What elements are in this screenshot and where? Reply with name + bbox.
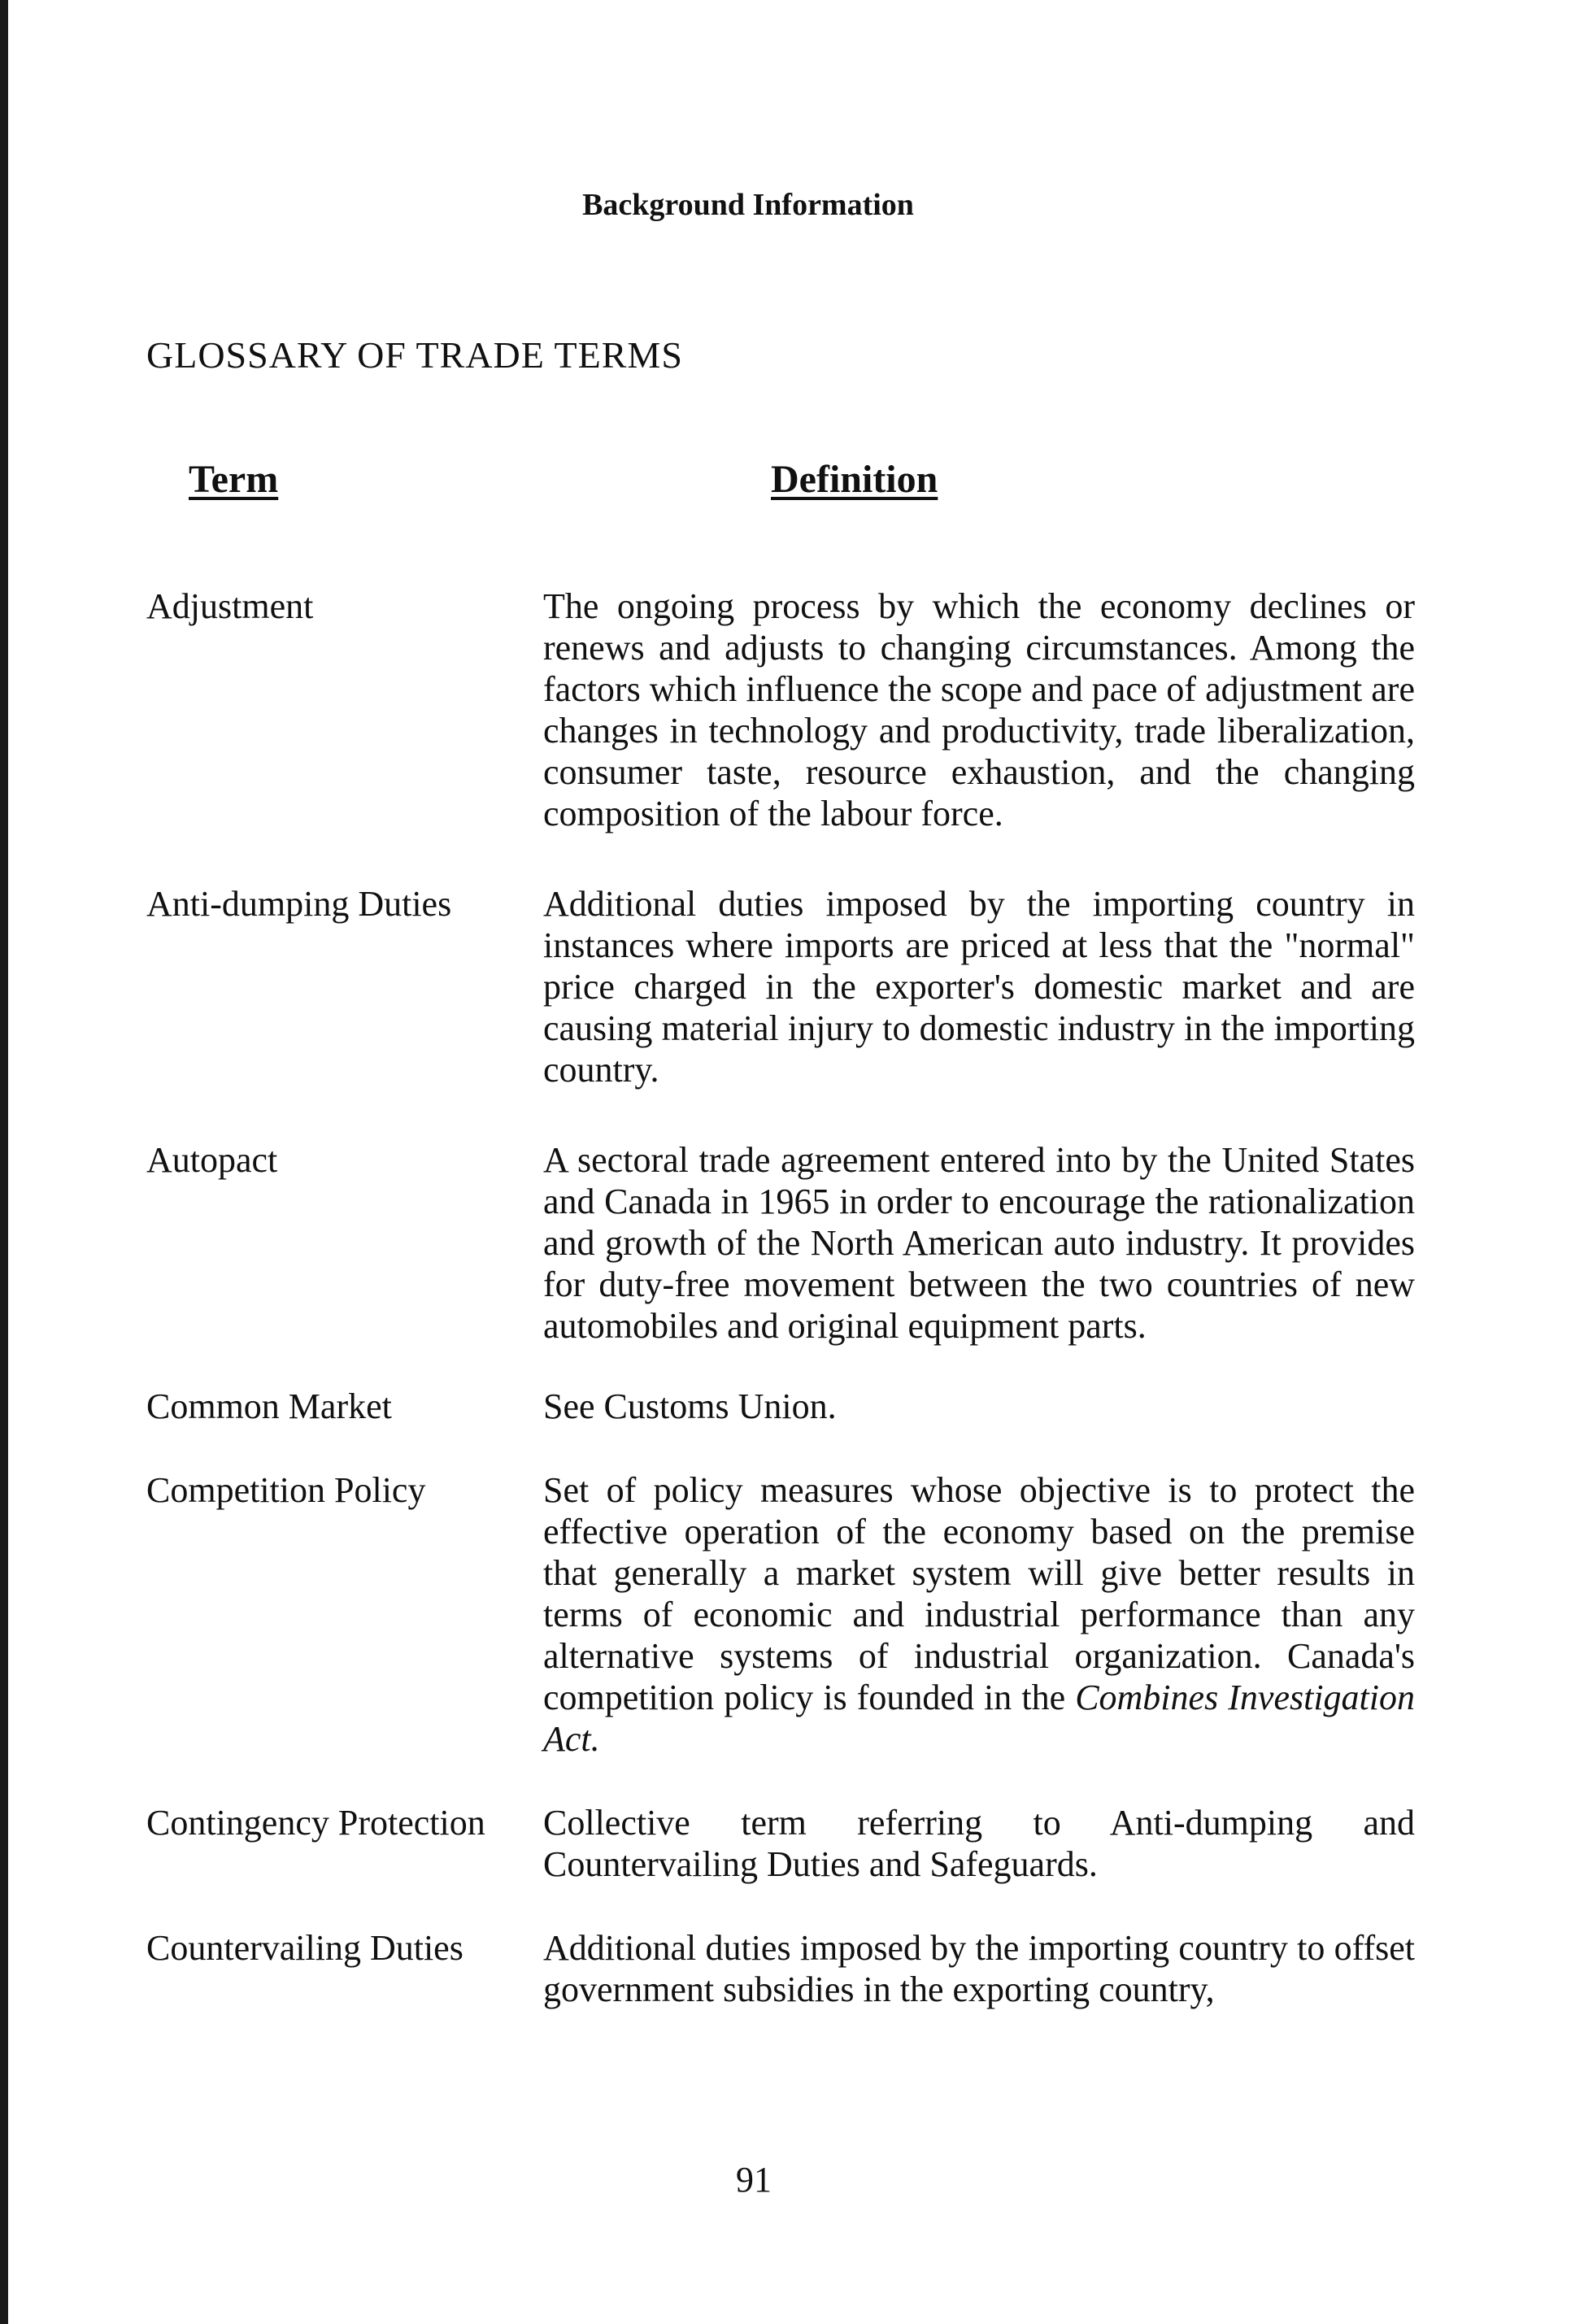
- glossary-term: Competition Policy: [146, 1470, 426, 1510]
- glossary-term: Countervailing Duties: [146, 1928, 463, 1968]
- glossary-definition: Additional duties imposed by the importing country in instances where imports are priced at less that the "normal" price charged in the exporter's domestic market and are causing material injury to domestic industry in the importing country.: [543, 884, 1415, 1090]
- glossary-definition: The ongoing process by which the economy declines or renews and adjusts to changing circumstances. Among the factors which influence the scope and pace of adjustment are changes in technology and productivity, trade liberalization, consumer taste, resource exhaustion, and the changing composition of the labour force.: [543, 586, 1415, 833]
- page-edge-rule: [0, 0, 8, 2324]
- glossary-entry: [146, 1139, 1415, 1347]
- glossary-entry: [146, 1469, 1415, 1760]
- glossary-term: Adjustment: [146, 586, 314, 626]
- act-title: Combines Investigation Act.: [543, 1678, 1416, 1759]
- glossary-definition: Additional duties imposed by the importing country to offset government subsidies in the exporting country,: [543, 1928, 1415, 2009]
- glossary-definition: A sectoral trade agreement entered into by the United States and Canada in 1965 in order to encourage the rationalization and growth of the North American auto industry. It provides for duty-free movement between the two countries of new automobiles and original equipment parts.: [543, 1140, 1415, 1346]
- glossary-definition: See Customs Union.: [543, 1386, 837, 1426]
- glossary-term: Anti-dumping Duties: [146, 884, 452, 924]
- page-title: GLOSSARY OF TRADE TERMS: [146, 334, 683, 376]
- glossary-list: [146, 585, 1415, 2010]
- page-number: 91: [736, 2160, 772, 2200]
- glossary-entry: [146, 1927, 1415, 2010]
- running-header: Background Information: [582, 188, 914, 222]
- glossary-definition-text: Set of policy measures whose objective is to protect the effective operation of the economy based on the premise that generally a market system will give better results in terms of economic and industrial performance than any alternative systems of industrial organization. Canada's competition policy is founded in the: [543, 1470, 1415, 1717]
- glossary-term: Contingency Protection: [146, 1803, 485, 1843]
- glossary-entry: [146, 585, 1415, 834]
- glossary-definition: Collective term referring to Anti-dumping and Countervailing Duties and Safeguards.: [543, 1803, 1415, 1884]
- column-header-definition: Definition: [771, 458, 938, 501]
- glossary-term: Common Market: [146, 1386, 392, 1426]
- glossary-definition: [543, 1469, 1415, 1760]
- glossary-entry: [146, 1386, 1415, 1427]
- glossary-term: Autopact: [146, 1140, 278, 1180]
- column-header-term: Term: [189, 458, 279, 501]
- glossary-entry: [146, 1802, 1415, 1885]
- glossary-entry: [146, 883, 1415, 1090]
